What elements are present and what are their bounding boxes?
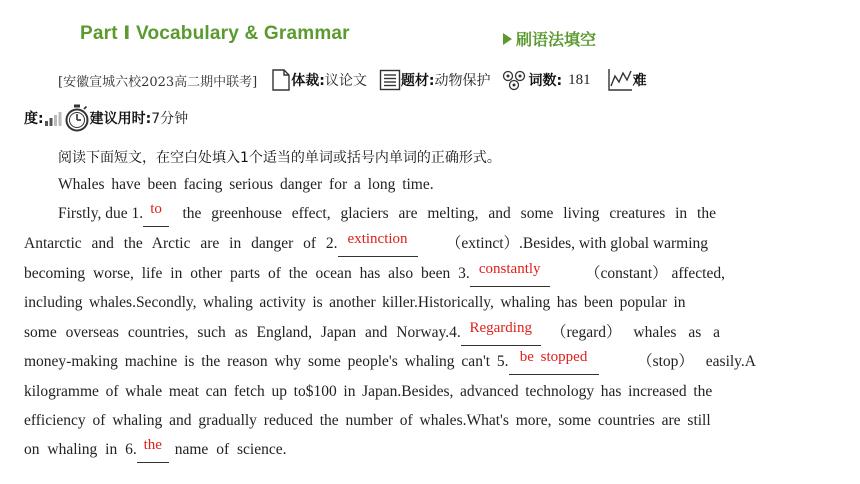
passage-line-10	[24, 437, 324, 463]
passage-text: （regard） whales as a	[550, 324, 720, 341]
chart-icon	[607, 68, 633, 92]
topic-value: 动物保护	[434, 73, 491, 89]
wordcount-label: 词数:	[528, 73, 563, 89]
section-tag	[503, 27, 596, 50]
passage-text: Whales have been facing serious danger for a long time.	[58, 176, 434, 193]
answer-blank-3[interactable]	[470, 261, 550, 287]
topic-label: 题材:	[400, 73, 435, 89]
passage-text: including whales.Secondly, whaling activity is another killer.Historically, whaling has been popular in	[24, 294, 686, 311]
passage-line-7	[24, 349, 756, 375]
section-tag-label: 刷语法填空	[516, 30, 597, 49]
passage-text: efficiency of whaling and gradually reduced the number of whales.What's more, some countries are still	[24, 412, 711, 429]
genre-value: 议论文	[324, 73, 367, 89]
answer-blank-5[interactable]	[509, 349, 599, 375]
passage-text: becoming worse, life in other parts of the ocean has also been 3. constantly	[24, 261, 550, 287]
passage-line-6	[24, 320, 720, 346]
passage-line-4	[24, 261, 725, 287]
difficulty-label-a: 难	[632, 73, 647, 89]
answer-blank-2[interactable]	[338, 231, 418, 257]
time-label: 建议用时:	[89, 111, 152, 127]
puzzle-icon	[500, 68, 528, 92]
answer-6: the	[143, 437, 162, 453]
meta-row-2	[24, 104, 188, 132]
answer-blank-4[interactable]	[461, 320, 541, 346]
passage-line-2	[58, 201, 716, 227]
document-icon	[271, 69, 291, 91]
passage-text: the greenhouse effect, glaciers are melting, and some living creatures in the	[182, 205, 716, 222]
answer-blank-1[interactable]	[143, 201, 169, 227]
passage-text: Antarctic and the Arctic are in danger of 2. extinction	[24, 231, 418, 257]
answer-2: extinction	[347, 231, 408, 247]
passage-text: on whaling in 6. the name of science.	[24, 437, 286, 463]
passage-line-9	[24, 408, 756, 434]
passage-text: Firstly, due 1. to	[58, 201, 169, 227]
play-triangle-icon	[503, 33, 512, 45]
passage-line-3	[24, 231, 708, 257]
difficulty-label-b: 度:	[24, 111, 44, 127]
passage-line-8	[24, 379, 756, 405]
passage-line-1	[58, 172, 458, 198]
passage-text: kilogramme of whale meat can fetch up to$100 in Japan.Besides, advanced technology has increased the	[24, 383, 713, 400]
source-label: [安徽宣城六校2023高二期中联考]	[58, 74, 258, 90]
answer-blank-6[interactable]	[137, 437, 169, 463]
meta-row-1	[58, 68, 647, 92]
section-title: Part Ⅰ Vocabulary & Grammar	[80, 23, 350, 44]
answer-1: to	[150, 201, 162, 217]
stopwatch-icon	[64, 104, 90, 132]
answer-3: constantly	[478, 261, 541, 277]
signal-bars-icon	[44, 109, 64, 127]
passage-line-5	[24, 290, 727, 316]
passage-text: some overseas countries, such as England, Japan and Norway.4. Regarding	[24, 320, 541, 346]
passage-text: money-making machine is the reason why some people's whaling can't 5. be stopped	[24, 349, 599, 375]
passage-text: （extinct）.Besides, with global warming	[445, 235, 708, 252]
passage-text: （stop） easily.A	[637, 353, 756, 370]
wordcount-value: 181	[568, 71, 591, 88]
list-icon	[379, 69, 401, 91]
answer-5: be stopped	[519, 349, 588, 365]
instruction-text: 阅读下面短文，在空白处填入1个适当的单词或括号内单词的正确形式。	[58, 150, 501, 166]
answer-4: Regarding	[469, 320, 532, 336]
passage-text: （constant） affected,	[584, 265, 725, 282]
time-value: 7分钟	[151, 111, 189, 127]
genre-label: 体裁:	[291, 73, 325, 89]
